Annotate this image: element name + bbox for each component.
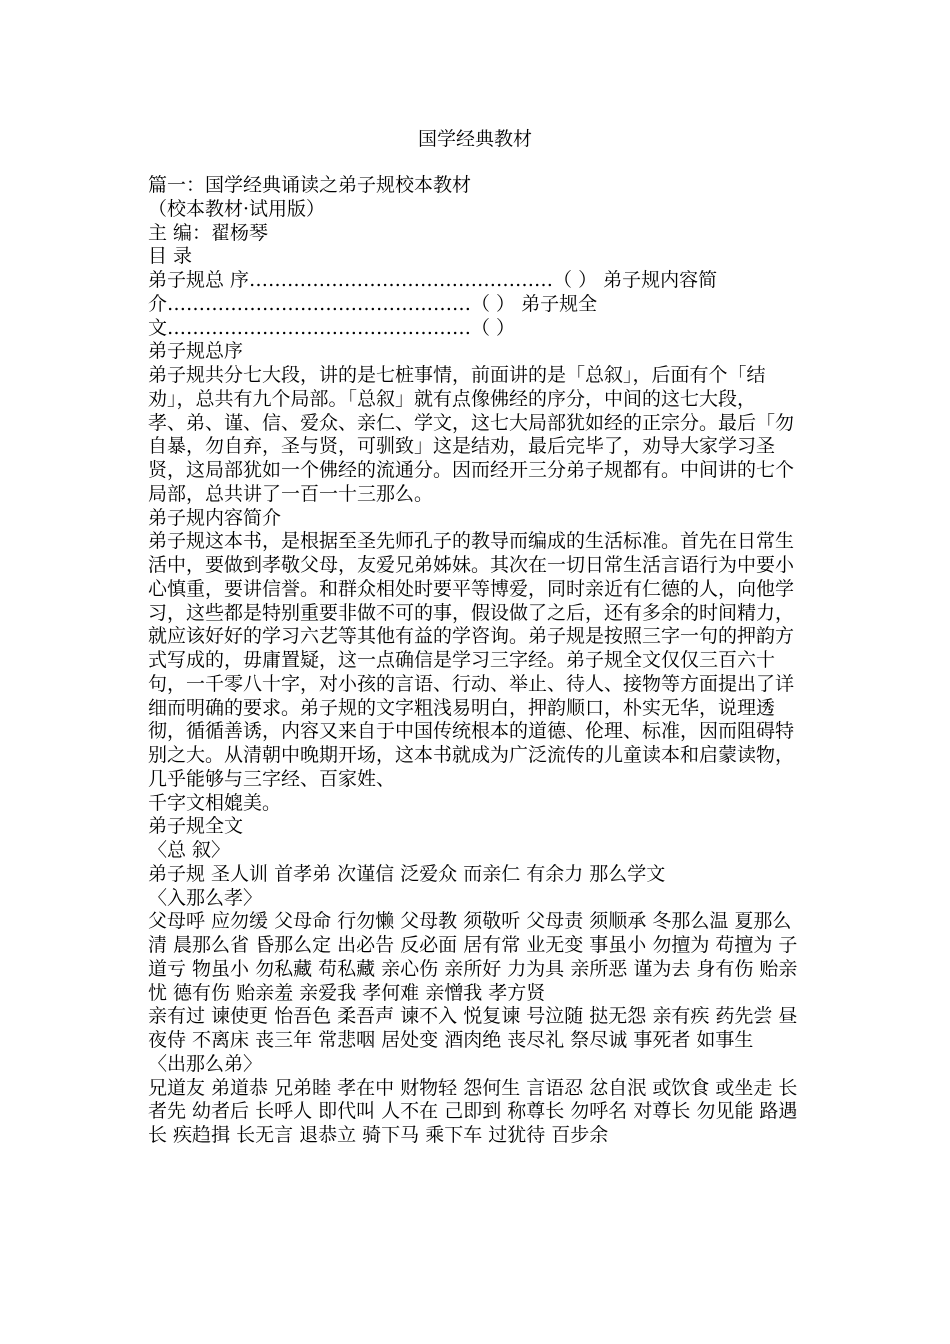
document-body [148,174,808,1148]
text-line: 者先 幼者后 长呼人 即代叫 人不在 己即到 称尊长 勿呼名 对尊长 勿见能 路遇 [148,1100,798,1123]
text-line: 心慎重，要讲信誉。和群众相处时要平等博爱，同时亲近有仁德的人，向他学 [148,577,795,600]
text-line: 〈出那么弟〉 [148,1052,263,1075]
text-line: 局部，总共讲了一百一十三那么。 [148,482,434,505]
text-line: 道亏 物虽小 勿私藏 苟私藏 亲心伤 亲所好 力为具 亲所恶 谨为去 身有伤 贻亲 [148,957,798,980]
text-line: 亲有过 谏使更 怡吾色 柔吾声 谏不入 悦复谏 号泣随 挞无怨 亲有疾 药先尝 昼 [148,1005,798,1028]
text-line: 千字文相媲美。 [148,791,282,814]
text-line: 式写成的，毋庸置疑，这一点确信是学习三字经。弟子规全文仅仅三百六十 [148,649,776,671]
text-line: 贤，这局部犹如一个佛经的流通分。因而经开三分弟子规都有。中间讲的七个 [148,459,795,481]
text-line: 别之大。从清朝中晚期开场，这本书就成为广泛流传的儿童读本和启蒙读物， [148,744,795,766]
text-line: 细而明确的要求。弟子规的文字粗浅易明白，押韵顺口，朴实无华，说理透 [148,696,776,719]
text-line: 兄道友 弟道恭 兄弟睦 孝在中 财物轻 怨何生 言语忍 忿自泯 或饮食 或坐走 长 [148,1076,798,1099]
text-line: 劝」，总共有九个局部。「总叙」就有点像佛经的序分，中间的这七大段， [148,387,757,410]
text-line: 〈总 叙〉 [148,839,231,861]
text-line: 弟子规 圣人训 首孝弟 次谨信 泛爱众 而亲仁 有余力 那么学文 [148,862,666,885]
text-line: 清 晨那么省 昏那么定 出必告 反必面 居有常 业无变 事虽小 勿擅为 苟擅为 子 [148,934,798,956]
text-line: 彻，循循善诱，内容又来自于中国传统根本的道德、伦理、标准，因而阻碍特 [148,720,795,743]
text-line: 孝、弟、谨、信、爱众、亲仁、学文，这七大局部犹如经的正宗分。最后「勿 [148,411,795,434]
text-line: 习，这些都是特别重要非做不可的事，假设做了之后，还有多余的时间精力， [148,601,795,624]
text-line: 弟子规共分七大段，讲的是七桩事情，前面讲的是「总叙」，后面有个「结 [148,364,766,386]
text-line: 〈入那么孝〉 [148,886,263,909]
text-line: 目 录 [148,245,193,268]
text-line: 弟子规这本书，是根据至圣先师孔子的教导而编成的生活标准。首先在日常生 [148,530,795,553]
text-line: 长 疾趋揖 长无言 退恭立 骑下马 乘下车 过犹待 百步余 [148,1124,609,1146]
text-line: 忧 德有伤 贻亲羞 亲爱我 孝何难 亲憎我 孝方贤 [148,981,546,1004]
text-line: 文…………………………………………（ ） [148,316,516,339]
text-line: 弟子规内容简介 [148,506,282,529]
text-line: 活中，要做到孝敬父母，友爱兄弟姊妹。其次在一切日常生活言语行为中要小 [148,554,795,576]
text-line: 自暴，勿自弃，圣与贤，可驯致」这是结劝，最后完毕了，劝导大家学习圣 [148,435,776,458]
text-line: 父母呼 应勿缓 父母命 行勿懒 父母教 须敬听 父母责 须顺承 冬那么温 夏那么 [148,910,792,933]
text-line: 弟子规总序 [148,340,244,363]
text-line: 夜侍 不离床 丧三年 常悲咽 居处变 酒肉绝 丧尽礼 祭尽诚 事死者 如事生 [148,1029,754,1051]
text-line: 句，一千零八十字，对小孩的言语、行动、举止、待人、接物等方面提出了详 [148,672,795,695]
text-line: 篇一：国学经典诵读之弟子规校本教材 [148,174,472,196]
text-line: 介…………………………………………（ ） 弟子规全 [148,292,598,315]
text-line: （校本教材·试用版） [148,197,326,220]
text-line: 就应该好好的学习六艺等其他有益的学咨询。弟子规是按照三字一句的押韵方 [148,625,795,648]
document-title: 国学经典教材 [417,128,532,150]
text-line: 弟子规总 序…………………………………………（ ） 弟子规内容简 [148,269,718,291]
text-line: 几乎能够与三字经、百家姓、 [148,767,396,790]
text-line: 弟子规全文 [148,815,244,838]
text-line: 主 编：翟杨琴 [148,221,269,244]
